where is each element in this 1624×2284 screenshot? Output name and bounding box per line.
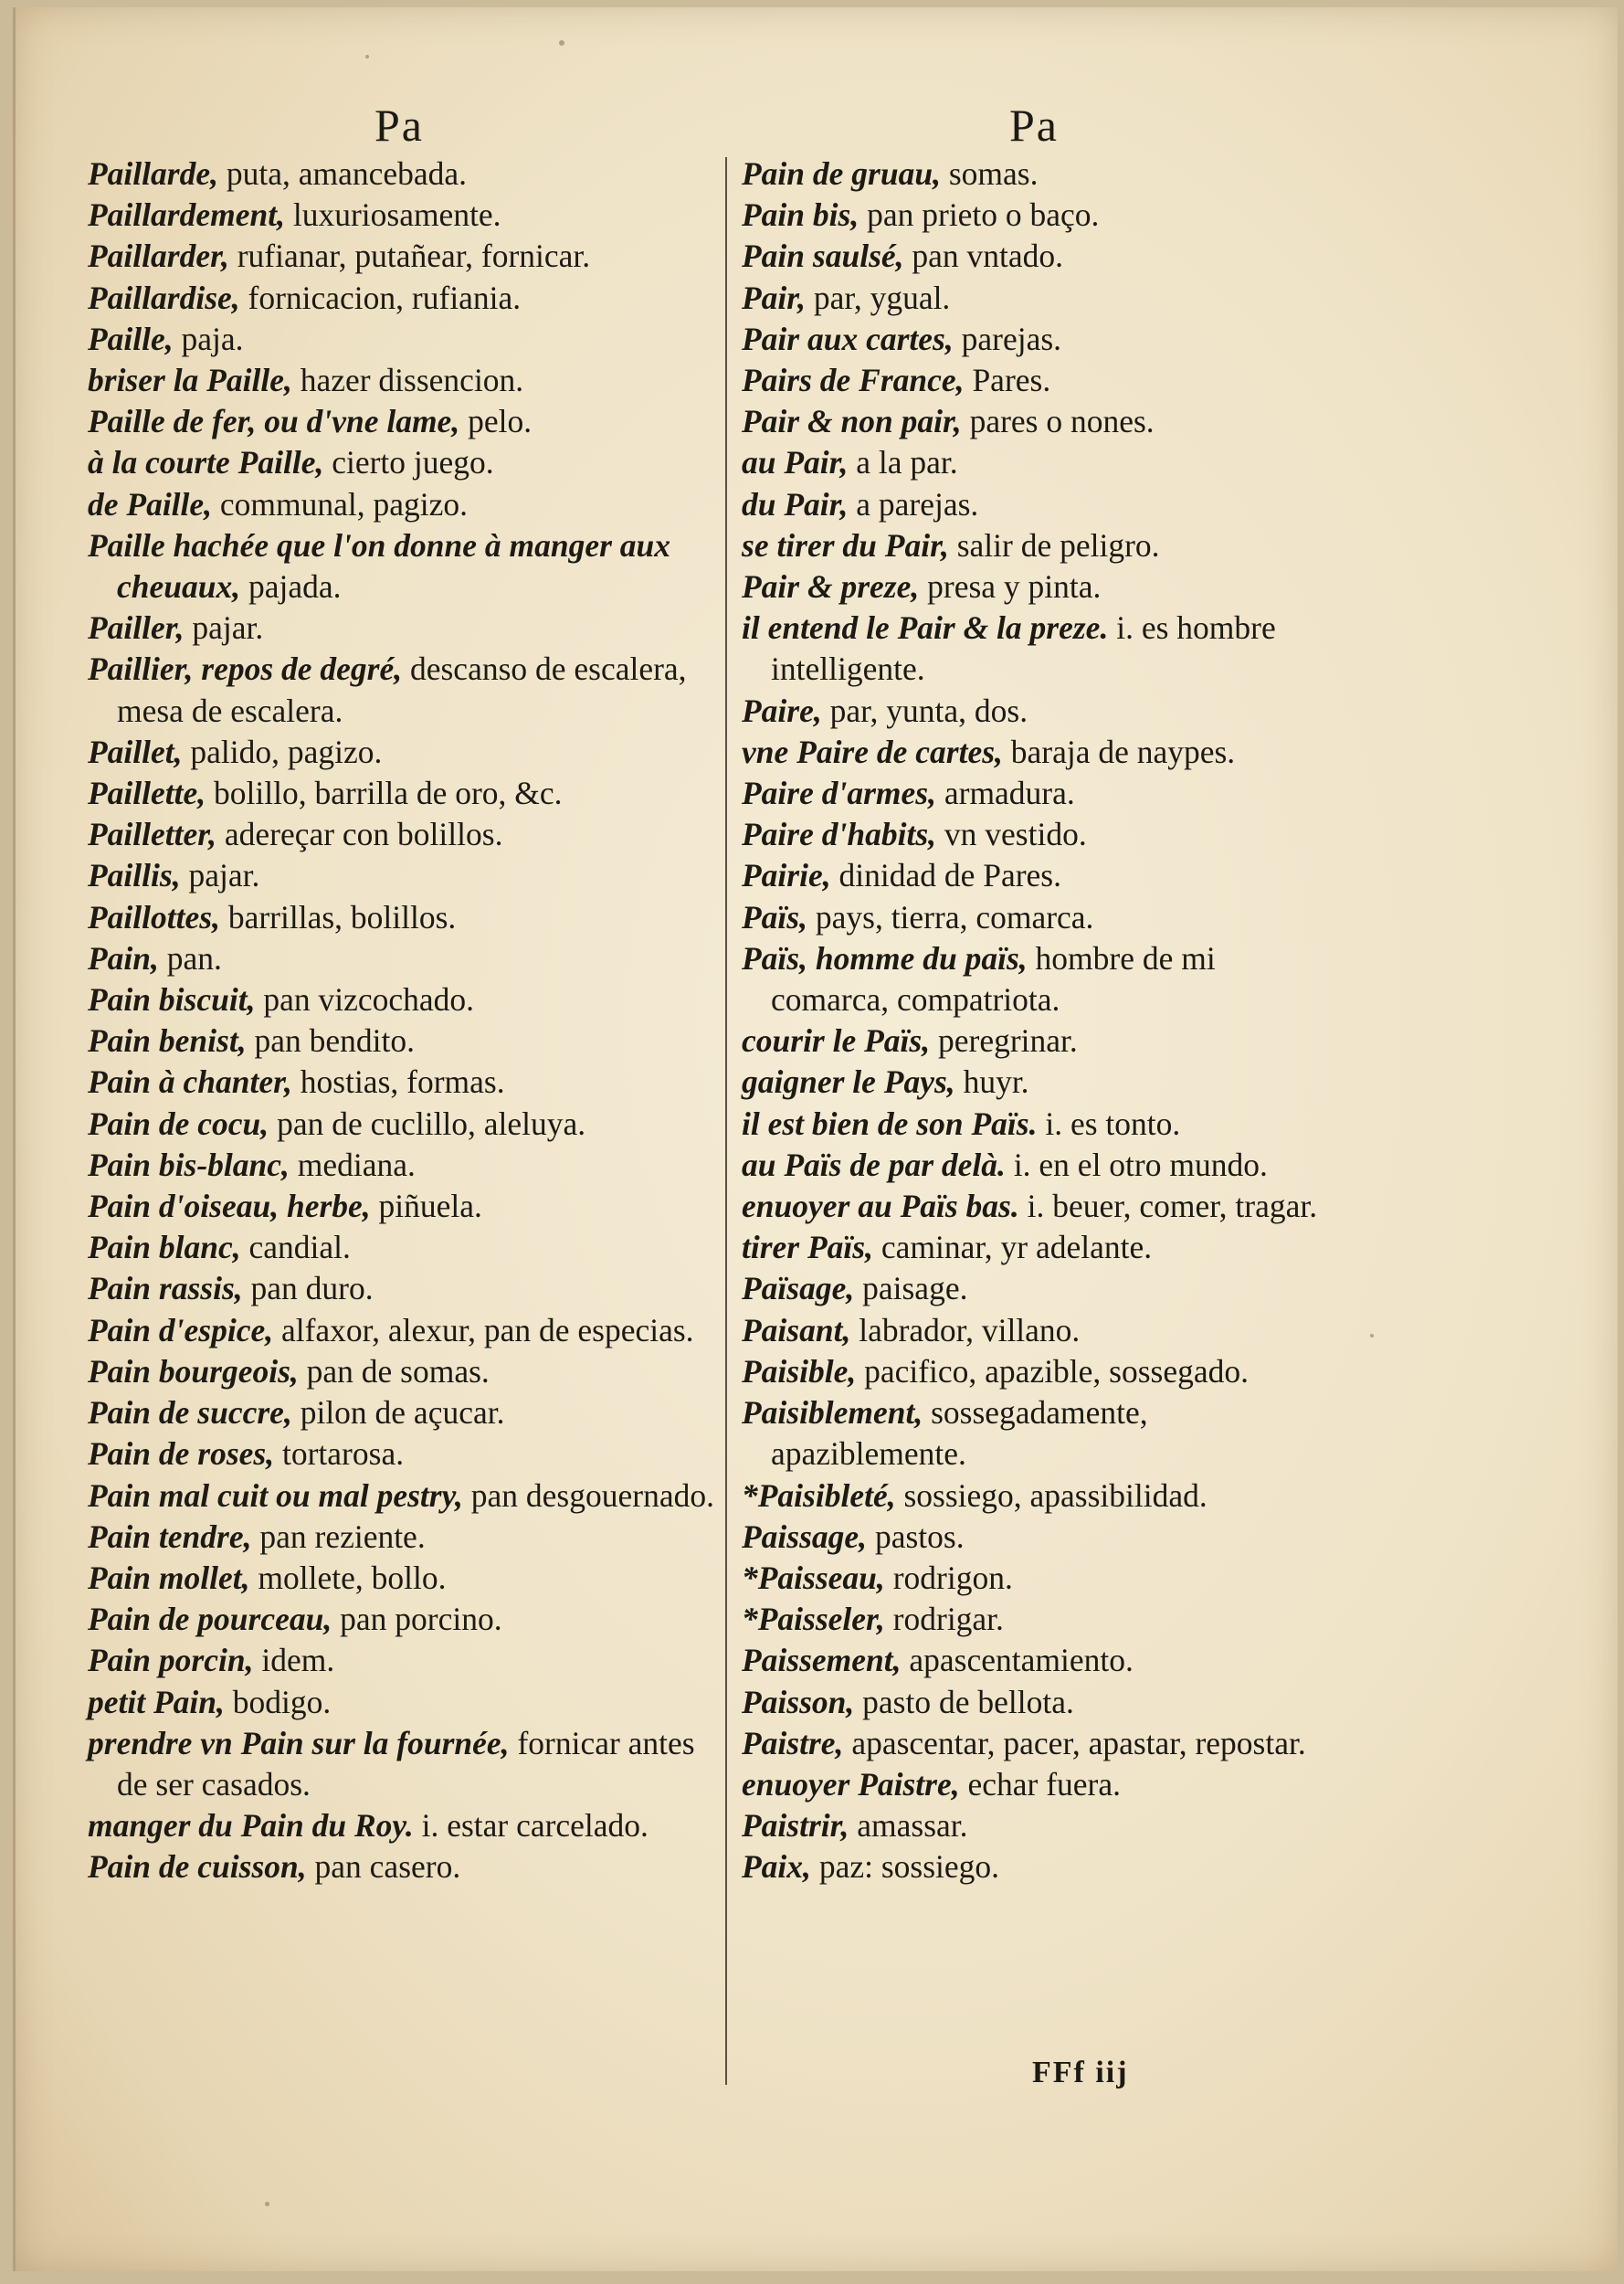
entry-definition: pajar. — [184, 609, 264, 647]
entry-headword: du Pair, — [742, 485, 849, 523]
entry-definition: pan vizcochado. — [255, 981, 474, 1019]
entry-headword: Pain, — [88, 939, 159, 977]
entry-headword: Pairs de France, — [742, 362, 965, 399]
dictionary-entry — [88, 1020, 718, 1062]
entry-headword: Paistre, — [742, 1724, 844, 1761]
entry-headword: *Paisibleté, — [742, 1476, 896, 1514]
entry-headword: Pain blanc, — [88, 1229, 241, 1266]
entry-definition: fornicar antes de ser casados. — [117, 1724, 695, 1803]
dictionary-entry — [88, 1227, 718, 1268]
dictionary-entry — [88, 1558, 718, 1599]
entry-headword: Pain bis, — [742, 196, 859, 234]
entry-definition: mediana. — [289, 1146, 416, 1183]
entry-headword: au Païs de par delà. — [742, 1146, 1006, 1183]
dictionary-entry — [742, 153, 1335, 195]
left-column — [88, 153, 718, 1888]
entry-headword: Pain rassis, — [88, 1270, 243, 1307]
dictionary-entry — [742, 401, 1335, 442]
dictionary-entry — [742, 525, 1335, 566]
dictionary-entry — [88, 855, 718, 896]
entry-definition: idem. — [253, 1642, 335, 1679]
running-head-right: Pa — [1009, 100, 1059, 151]
entry-definition: i. beuer, comer, tragar. — [1018, 1188, 1318, 1225]
dictionary-entry — [88, 1723, 718, 1805]
entry-headword: Pair, — [742, 279, 807, 316]
entry-definition: Pares. — [964, 362, 1051, 399]
entry-headword: Pain de cuisson, — [88, 1848, 307, 1886]
entry-definition: pasto de bellota. — [854, 1683, 1074, 1720]
entry-headword: Pain mollet, — [88, 1559, 250, 1596]
entry-headword: Paillier, repos de degré, — [88, 650, 403, 688]
dictionary-entry — [742, 1764, 1335, 1805]
dictionary-entry — [742, 1475, 1335, 1517]
entry-definition: huyr. — [954, 1063, 1029, 1101]
dictionary-entry — [88, 1351, 718, 1392]
entry-headword: Pailler, — [88, 609, 185, 647]
dictionary-entry — [742, 1723, 1335, 1764]
scan-speck — [265, 2202, 269, 2206]
dictionary-entry — [742, 1805, 1335, 1846]
entry-headword: Paisant, — [742, 1311, 851, 1348]
entry-headword: Païs, homme du païs, — [742, 939, 1028, 977]
entry-definition: mollete, bollo. — [249, 1559, 447, 1596]
entry-definition: pan vntado. — [903, 238, 1064, 275]
entry-headword: enuoyer Paistre, — [742, 1765, 960, 1803]
entry-definition: sossiego, apassibilidad. — [895, 1476, 1207, 1514]
entry-headword: il entend le Pair & la preze. — [742, 609, 1109, 647]
dictionary-entry — [88, 442, 718, 483]
entry-definition: pan de cuclillo, aleluya. — [269, 1105, 586, 1142]
entry-definition: piñuela. — [370, 1188, 482, 1225]
dictionary-entry — [742, 360, 1335, 401]
entry-headword: Paillardise, — [88, 279, 240, 316]
entry-definition: salir de peligro. — [948, 526, 1160, 564]
entry-headword: prendre vn Pain sur la fournée, — [88, 1724, 510, 1761]
entry-definition: apascentar, pacer, apastar, repostar. — [843, 1724, 1306, 1761]
entry-headword: petit Pain, — [88, 1683, 225, 1720]
entry-headword: Paille de fer, ou d'vne lame, — [88, 403, 460, 440]
entry-definition: pays, tierra, comarca. — [807, 898, 1094, 936]
entry-definition: i. estar carcelado. — [413, 1807, 649, 1845]
dictionary-entry — [742, 1640, 1335, 1681]
entry-definition: a la par. — [848, 444, 958, 481]
dictionary-entry — [742, 814, 1335, 855]
dictionary-entry — [742, 1599, 1335, 1640]
entry-definition: pajada. — [240, 568, 342, 606]
entry-headword: Paissement, — [742, 1642, 902, 1679]
entry-headword: Paisson, — [742, 1683, 855, 1720]
dictionary-entry — [742, 1104, 1335, 1145]
entry-definition: baraja de naypes. — [1002, 733, 1236, 770]
entry-headword: Pain de succre, — [88, 1394, 292, 1432]
dictionary-entry — [88, 897, 718, 938]
entry-headword: Paillis, — [88, 857, 181, 894]
dictionary-entry — [88, 319, 718, 360]
dictionary-entry — [742, 1392, 1335, 1475]
dictionary-entry — [88, 773, 718, 814]
entry-definition: hombre de mi comarca, compatriota. — [771, 939, 1216, 1019]
dictionary-entry — [88, 1805, 718, 1846]
entry-definition: pan reziente. — [251, 1517, 426, 1555]
dictionary-entry — [742, 1268, 1335, 1309]
entry-definition: hostias, formas. — [291, 1063, 505, 1101]
dictionary-entry — [88, 1062, 718, 1103]
dictionary-entry — [88, 153, 718, 195]
dictionary-entry — [88, 1846, 718, 1887]
entry-headword: Paix, — [742, 1848, 811, 1886]
entry-definition: pajar. — [180, 857, 260, 894]
dictionary-entry — [88, 1268, 718, 1309]
dictionary-entry — [88, 1517, 718, 1558]
dictionary-entry — [742, 1062, 1335, 1103]
entry-headword: Paillet, — [88, 733, 183, 770]
dictionary-entry — [88, 1186, 718, 1227]
entry-headword: Paissage, — [742, 1517, 868, 1555]
entry-headword: Pair aux cartes, — [742, 320, 954, 357]
entry-definition: echar fuera. — [959, 1765, 1121, 1803]
dictionary-entry — [742, 855, 1335, 896]
entry-definition: fornicacion, rufiania. — [239, 279, 522, 316]
column-divider — [725, 157, 727, 2085]
dictionary-entry — [742, 1227, 1335, 1268]
dictionary-entry — [88, 401, 718, 442]
entry-definition: vn vestido. — [936, 816, 1087, 853]
dictionary-entry — [742, 442, 1335, 483]
entry-definition: pan de somas. — [298, 1352, 490, 1390]
dictionary-entry — [88, 814, 718, 855]
entry-definition: parejas. — [953, 320, 1062, 357]
scan-speck — [559, 40, 564, 46]
entry-definition: pacifico, apazible, sossegado. — [856, 1352, 1250, 1390]
dictionary-entry — [88, 1392, 718, 1433]
dictionary-entry — [88, 1310, 718, 1351]
entry-definition: pan casero. — [306, 1848, 461, 1886]
entry-definition: pan porcino. — [332, 1601, 502, 1638]
entry-headword: Pain mal cuit ou mal pestry, — [88, 1476, 463, 1514]
entry-headword: Paisiblement, — [742, 1394, 923, 1432]
entry-headword: Paire d'armes, — [742, 775, 936, 812]
entry-definition: i. en el otro mundo. — [1005, 1146, 1268, 1183]
entry-headword: Pain bourgeois, — [88, 1352, 299, 1390]
entry-headword: vne Paire de cartes, — [742, 733, 1003, 770]
entry-headword: Paistrir, — [742, 1807, 849, 1845]
dictionary-entry — [88, 1599, 718, 1640]
entry-headword: Pair & preze, — [742, 568, 920, 606]
entry-definition: pelo. — [459, 403, 533, 440]
entry-definition: rodrigar. — [884, 1601, 1004, 1638]
signature-mark: FFf iij — [1032, 2056, 1129, 2089]
entry-headword: il est bien de son Païs. — [742, 1105, 1038, 1142]
running-head-left: Pa — [374, 100, 424, 151]
dictionary-entry — [88, 732, 718, 773]
entry-definition: armadura. — [935, 775, 1075, 812]
entry-headword: Paillardement, — [88, 196, 285, 234]
right-column — [742, 153, 1335, 1888]
dictionary-entry — [88, 1145, 718, 1186]
dictionary-entry — [88, 360, 718, 401]
entry-headword: Païsage, — [742, 1270, 855, 1307]
entry-headword: Pain tendre, — [88, 1517, 252, 1555]
entry-definition: candial. — [240, 1229, 351, 1266]
dictionary-entry — [742, 897, 1335, 938]
dictionary-entry — [742, 1517, 1335, 1558]
entry-definition: pan. — [158, 939, 222, 977]
entry-headword: Paire d'habits, — [742, 816, 937, 853]
dictionary-entry — [742, 319, 1335, 360]
dictionary-entry — [742, 1846, 1335, 1887]
entry-definition: presa y pinta. — [919, 568, 1102, 606]
entry-definition: i. es hombre intelligente. — [771, 609, 1276, 688]
entry-definition: alfaxor, alexur, pan de especias. — [273, 1311, 694, 1348]
dictionary-entry — [742, 938, 1335, 1020]
entry-headword: Paire, — [742, 692, 822, 729]
entry-headword: Pailletter, — [88, 816, 216, 853]
entry-headword: Pain benist, — [88, 1022, 247, 1060]
dictionary-entry — [88, 649, 718, 731]
entry-definition: sossegadamente, apaziblemente. — [771, 1394, 1148, 1473]
scan-speck — [1370, 1334, 1374, 1338]
entry-headword: courir le Païs, — [742, 1022, 931, 1060]
entry-definition: luxuriosamente. — [284, 196, 501, 234]
entry-headword: Pain d'oiseau, herbe, — [88, 1188, 371, 1225]
dictionary-entry — [742, 1186, 1335, 1227]
entry-headword: Pair & non pair, — [742, 403, 962, 440]
dictionary-entry — [742, 1310, 1335, 1351]
entry-definition: pan desgouernado. — [462, 1476, 714, 1514]
entry-headword: Paisible, — [742, 1352, 857, 1390]
dictionary-entry — [88, 195, 718, 236]
entry-headword: Paillette, — [88, 775, 206, 812]
entry-definition: paja. — [173, 320, 244, 357]
entry-headword: Pain de cocu, — [88, 1105, 269, 1142]
entry-headword: manger du Pain du Roy. — [88, 1807, 414, 1845]
entry-headword: Pain biscuit, — [88, 981, 256, 1019]
entry-definition: pan prieto o baço. — [859, 196, 1100, 234]
entry-definition: dinidad de Pares. — [830, 857, 1061, 894]
dictionary-entry — [88, 1682, 718, 1723]
dictionary-entry — [742, 1682, 1335, 1723]
entry-headword: Pain de roses, — [88, 1435, 275, 1473]
dictionary-entry — [88, 608, 718, 649]
dictionary-entry — [742, 691, 1335, 732]
dictionary-entry — [88, 484, 718, 525]
entry-headword: Pain porcin, — [88, 1642, 254, 1679]
entry-definition: paisage. — [854, 1270, 968, 1307]
entry-definition: pilon de açucar. — [291, 1394, 505, 1432]
entry-definition: peregrinar. — [930, 1022, 1078, 1060]
entry-definition: pastos. — [867, 1517, 965, 1555]
entry-definition: a parejas. — [848, 485, 979, 523]
dictionary-entry — [88, 525, 718, 608]
dictionary-entry — [88, 938, 718, 979]
dictionary-entry — [742, 732, 1335, 773]
dictionary-entry — [742, 236, 1335, 277]
entry-headword: Paillottes, — [88, 898, 220, 936]
dictionary-entry — [88, 1433, 718, 1475]
dictionary-entry — [742, 484, 1335, 525]
entry-headword: Pairie, — [742, 857, 831, 894]
entry-headword: *Paisseler, — [742, 1601, 885, 1638]
entry-headword: Paillarde, — [88, 155, 218, 192]
entry-definition: communal, pagizo. — [212, 485, 469, 523]
entry-definition: amassar. — [849, 1807, 968, 1845]
dictionary-entry — [88, 1104, 718, 1145]
entry-definition: puta, amancebada. — [217, 155, 468, 192]
dictionary-entry — [742, 1020, 1335, 1062]
dictionary-entry — [88, 278, 718, 319]
entry-definition: rufianar, putañear, fornicar. — [228, 238, 591, 275]
entry-definition: bolillo, barrilla de oro, &c. — [206, 775, 563, 812]
dictionary-entry — [88, 1640, 718, 1681]
entry-definition: barrillas, bolillos. — [219, 898, 457, 936]
dictionary-entry — [88, 236, 718, 277]
entry-definition: bodigo. — [224, 1683, 332, 1720]
entry-headword: au Pair, — [742, 444, 849, 481]
entry-definition: par, ygual. — [806, 279, 951, 316]
entry-definition: pan duro. — [242, 1270, 374, 1307]
entry-headword: Paille, — [88, 320, 174, 357]
entry-definition: adereçar con bolillos. — [216, 816, 503, 853]
entry-definition: pares o nones. — [961, 403, 1155, 440]
entry-definition: pan bendito. — [246, 1022, 415, 1060]
entry-definition: cierto juego. — [323, 444, 494, 481]
dictionary-entry — [742, 195, 1335, 236]
entry-headword: enuoyer au Païs bas. — [742, 1188, 1019, 1225]
entry-definition: hazer dissencion. — [291, 362, 524, 399]
entry-headword: à la courte Paille, — [88, 444, 324, 481]
entry-definition: paz: sossiego. — [810, 1848, 1000, 1886]
entry-definition: labrador, villano. — [850, 1311, 1081, 1348]
dictionary-entry — [742, 1558, 1335, 1599]
scan-speck — [365, 55, 369, 58]
dictionary-entry — [88, 1475, 718, 1517]
entry-headword: gaigner le Pays, — [742, 1063, 955, 1101]
entry-headword: tirer Païs, — [742, 1229, 873, 1266]
entry-definition: caminar, yr adelante. — [872, 1229, 1153, 1266]
dictionary-entry — [742, 773, 1335, 814]
dictionary-entry — [742, 566, 1335, 608]
entry-headword: briser la Paille, — [88, 362, 292, 399]
entry-definition: par, yunta, dos. — [821, 692, 1028, 729]
entry-definition: apascentamiento. — [901, 1642, 1134, 1679]
entry-definition: descanso de escalera, mesa de escalera. — [117, 650, 687, 729]
entry-headword: Paille hachée que l'on donne à manger aux cheuaux, — [88, 526, 671, 606]
dictionary-entry — [88, 979, 718, 1020]
entry-headword: Pain de gruau, — [742, 155, 941, 192]
entry-headword: Pain bis-blanc, — [88, 1146, 290, 1183]
entry-headword: Pain à chanter, — [88, 1063, 292, 1101]
entry-headword: Pain d'espice, — [88, 1311, 274, 1348]
entry-headword: Pain saulsé, — [742, 238, 904, 275]
entry-definition: tortarosa. — [274, 1435, 405, 1473]
entry-headword: Pain de pourceau, — [88, 1601, 332, 1638]
entry-definition: rodrigon. — [884, 1559, 1013, 1596]
dictionary-entry — [742, 608, 1335, 690]
entry-definition: i. es tonto. — [1037, 1105, 1181, 1142]
entry-headword: se tirer du Pair, — [742, 526, 949, 564]
entry-headword: Païs, — [742, 898, 807, 936]
entry-definition: somas. — [940, 155, 1039, 192]
dictionary-entry — [742, 1351, 1335, 1392]
dictionary-entry — [742, 1145, 1335, 1186]
entry-headword: Paillarder, — [88, 238, 229, 275]
entry-headword: *Paisseau, — [742, 1559, 885, 1596]
entry-definition: palido, pagizo. — [182, 733, 383, 770]
entry-headword: de Paille, — [88, 485, 213, 523]
dictionary-entry — [742, 278, 1335, 319]
